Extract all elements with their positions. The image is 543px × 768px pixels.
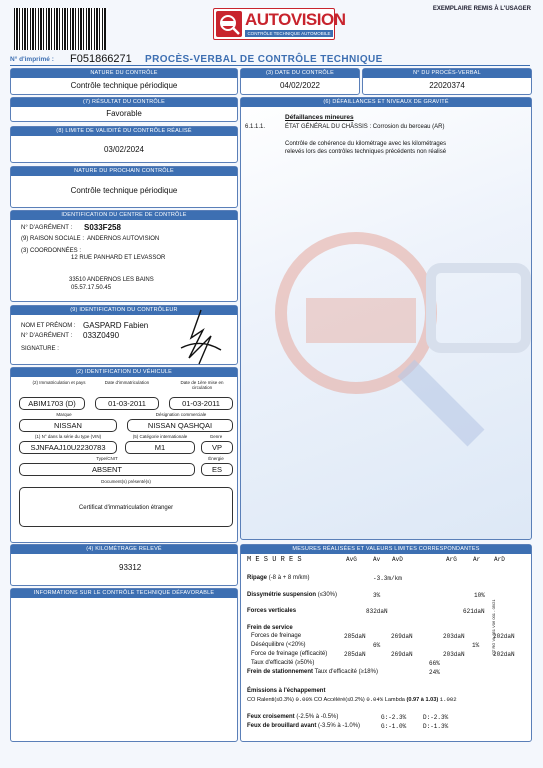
cat-label: (5) Catégorie internationale bbox=[132, 434, 188, 439]
ff-ard: 202daN bbox=[493, 633, 515, 640]
defect-code: 6.1.1.1. bbox=[245, 124, 266, 130]
fc-g: G:-2.3% bbox=[381, 714, 407, 721]
lambda-label: Lambda bbox=[384, 697, 405, 703]
controleur-agr: 033Z0490 bbox=[83, 331, 120, 340]
fs-label: Frein de service bbox=[247, 625, 293, 631]
copy-label: EXEMPLAIRE REMIS À L'USAGER bbox=[432, 6, 531, 12]
centre-agrement: S033F258 bbox=[84, 223, 121, 232]
pv-box bbox=[362, 68, 532, 95]
immat-value: ABIM1703 (D) bbox=[19, 397, 85, 410]
km-note-line1: Contrôle de cohérence du kilométrage avec les kilométrages bbox=[285, 141, 447, 147]
col-ard: ArD bbox=[494, 556, 505, 563]
fb-title: Feux de brouillard avant bbox=[247, 723, 317, 729]
type-label: Type/CNIT bbox=[96, 456, 118, 461]
result-box bbox=[10, 97, 238, 122]
centre-box bbox=[10, 210, 238, 302]
forces-av: 832daN bbox=[366, 608, 388, 615]
date-value: 04/02/2022 bbox=[279, 81, 321, 90]
centre-addr1: 12 RUE PANHARD ET LEVASSOR bbox=[71, 255, 166, 261]
nature-header: NATURE DU CONTRÔLE bbox=[11, 69, 237, 78]
centre-phone: 05.57.17.50.45 bbox=[71, 285, 112, 291]
energie-label: Énergie bbox=[208, 456, 224, 461]
logo-subtitle: CONTRÔLE TECHNIQUE AUTOMOBILE bbox=[245, 30, 333, 37]
defects-heading: Défaillances mineures bbox=[285, 114, 354, 121]
centre-addr2: 33510 ANDERNOS LES BAINS bbox=[69, 277, 154, 283]
ff-arg: 203daN bbox=[443, 633, 465, 640]
co-ralenti-label: CO Ralenti bbox=[247, 697, 275, 703]
dissym-av: 3% bbox=[373, 592, 381, 599]
co-ralenti-value: 0.00% bbox=[295, 696, 313, 703]
marque-label: Marque bbox=[56, 412, 72, 417]
fc-limit: (-2.5% à -0.5%) bbox=[296, 714, 339, 720]
genre-label: Genre bbox=[209, 434, 223, 439]
ripage-label bbox=[247, 575, 310, 581]
te-label bbox=[251, 660, 314, 666]
print-number-label: N° d'imprimé : bbox=[10, 56, 54, 63]
immat-label: (2) Immatriculation et pays bbox=[32, 380, 86, 385]
fb-label bbox=[247, 723, 360, 729]
vin-label: (1) N° dans la série du type (VIN) bbox=[34, 434, 102, 439]
dissym-ar: 10% bbox=[474, 592, 485, 599]
barcode bbox=[14, 8, 106, 50]
dissym-title: Dissymétrie suspension bbox=[247, 592, 317, 598]
deseq-label bbox=[251, 642, 306, 648]
fst-value: 24% bbox=[429, 669, 440, 676]
emissions-line bbox=[247, 696, 457, 703]
measures-header: MESURES RÉALISÉES ET VALEURS LIMITES CORRESPONDANTES bbox=[241, 545, 531, 554]
designation-label: Désignation commerciale bbox=[155, 412, 207, 417]
energie-value: ES bbox=[201, 463, 233, 476]
validity-value: 03/02/2024 bbox=[103, 145, 145, 154]
controleur-agr-label: N° D'AGRÉMENT : bbox=[21, 333, 73, 339]
dissym-label bbox=[247, 592, 337, 598]
centre-raison: ANDERNOS AUTOVISION bbox=[87, 236, 160, 242]
fc-label bbox=[247, 714, 338, 720]
fst-te: Taux d'efficacité bbox=[314, 669, 357, 675]
dissym-limit: (≤30%) bbox=[317, 592, 338, 598]
ripage-value: -3.3m/km bbox=[373, 575, 402, 582]
vin-value: SJNFAAJ10U2230783 bbox=[19, 441, 117, 454]
controleur-name-label: NOM ET PRÉNOM : bbox=[21, 323, 76, 329]
fb-limit: (-3.5% à -1.0%) bbox=[318, 723, 361, 729]
km-note-line2: relevés lors des contrôles techniques précédents non réalisé bbox=[285, 149, 447, 155]
ripage-limit: (-8 à + 8 m/km) bbox=[268, 575, 310, 581]
signature bbox=[161, 308, 231, 366]
date-first-label: Date de 1ère mise en circulation bbox=[180, 380, 224, 390]
page-title: PROCÈS-VERBAL DE CONTRÔLE TECHNIQUE bbox=[145, 54, 383, 65]
ff-avg: 285daN bbox=[344, 633, 366, 640]
fst-title: Frein de stationnement bbox=[247, 669, 314, 675]
controleur-name: GASPARD Fabien bbox=[83, 321, 149, 330]
result-header: (7) RÉSULTAT DU CONTRÔLE bbox=[11, 98, 237, 107]
date-box bbox=[240, 68, 360, 95]
col-arg: ArG bbox=[446, 556, 457, 563]
co-ralenti-limit: (≤0.3%) bbox=[274, 697, 294, 703]
col-avd: AvD bbox=[392, 556, 403, 563]
controleur-sig-label: SIGNATURE : bbox=[21, 346, 59, 352]
ffe-ard: 202daN bbox=[493, 651, 515, 658]
vehicle-header: (2) IDENTIFICATION DU VÉHICULE bbox=[11, 368, 237, 377]
logo-name: AUTOVISION bbox=[245, 10, 346, 29]
centre-agrement-label: N° D'AGRÉMENT : bbox=[21, 225, 73, 231]
em-label: Émissions à l'échappement bbox=[247, 688, 326, 694]
ripage-title: Ripage bbox=[247, 575, 268, 581]
fb-g: G:-1.0% bbox=[381, 723, 407, 730]
fst-limit: (≥18%) bbox=[358, 669, 378, 675]
validity-box bbox=[10, 126, 238, 163]
validity-header: (8) LIMITE DE VALIDITÉ DU CONTRÔLE RÉALISÉ bbox=[11, 127, 237, 136]
controleur-box bbox=[10, 305, 238, 365]
controleur-header: (9) IDENTIFICATION DU CONTRÔLEUR bbox=[11, 306, 237, 315]
measures-title: M E S U R E S bbox=[247, 556, 302, 564]
co-acc-value: 0.04% bbox=[366, 696, 384, 703]
forces-ar: 621daN bbox=[463, 608, 485, 615]
date-immat-value: 01-03-2011 bbox=[95, 397, 159, 410]
docs-label: Document(s) présenté(s) bbox=[101, 479, 151, 484]
watermark-logo bbox=[261, 208, 531, 458]
centre-coord-label: (3) COORDONNÉES : bbox=[21, 248, 82, 254]
docs-value: Certificat d'immatriculation étranger bbox=[19, 487, 233, 527]
nature-box bbox=[10, 68, 238, 95]
ff-avd: 269daN bbox=[391, 633, 413, 640]
ffe-avg: 285daN bbox=[344, 651, 366, 658]
deseq-title: Déséquilibre bbox=[251, 642, 285, 648]
next-header: NATURE DU PROCHAIN CONTRÔLE bbox=[11, 167, 237, 176]
next-box bbox=[10, 166, 238, 208]
measures-box bbox=[240, 544, 532, 742]
km-box bbox=[10, 544, 238, 586]
next-value: Contrôle technique périodique bbox=[70, 186, 178, 195]
co-acc-label: CO Accéléré bbox=[313, 697, 346, 703]
ffe-arg: 203daN bbox=[443, 651, 465, 658]
fc-d: D:-2.3% bbox=[423, 714, 449, 721]
deseq-limit: (<20%) bbox=[286, 642, 306, 648]
defects-header: (6) DÉFAILLANCES ET NIVEAUX DE GRAVITÉ bbox=[241, 98, 531, 107]
centre-raison-label: (9) RAISON SOCIALE : bbox=[21, 236, 85, 242]
vehicle-box bbox=[10, 367, 238, 543]
lambda-limit: (0.97 à 1.03) bbox=[406, 697, 439, 703]
fb-d: D:-1.3% bbox=[423, 723, 449, 730]
te-title: Taux d'efficacité bbox=[251, 660, 294, 666]
km-header: (4) KILOMÉTRAGE RELEVÉ bbox=[11, 545, 237, 554]
ffe-label: Force de freinage (efficacité) bbox=[251, 651, 328, 657]
date-immat-label: Date d'immatriculation bbox=[104, 380, 150, 385]
marque-value: NISSAN bbox=[19, 419, 117, 432]
centre-header: IDENTIFICATION DU CENTRE DE CONTRÔLE bbox=[11, 211, 237, 220]
te-limit: (≥50%) bbox=[295, 660, 315, 666]
fc-title: Feux croisement bbox=[247, 714, 295, 720]
type-value: ABSENT bbox=[19, 463, 195, 476]
col-av: Av bbox=[373, 556, 381, 563]
co-acc-limit: (≤0.2%) bbox=[345, 697, 365, 703]
info-box bbox=[10, 588, 238, 742]
ffe-avd: 269daN bbox=[391, 651, 413, 658]
fst-label bbox=[247, 669, 378, 675]
deseq-av: 6% bbox=[373, 642, 381, 649]
side-code: CT RG VL 051 V06 001 - 05/21 bbox=[491, 599, 496, 655]
logo-car-icon bbox=[216, 11, 242, 37]
nature-value: Contrôle technique périodique bbox=[70, 81, 178, 90]
print-number: F051866271 bbox=[70, 53, 132, 65]
ff-label: Forces de freinage bbox=[251, 633, 302, 639]
cat-value: M1 bbox=[125, 441, 195, 454]
defect-text: ÉTAT GÉNÉRAL DU CHÂSSIS : Corrosion du berceau (AR) bbox=[285, 124, 445, 130]
lambda-value: 1.002 bbox=[439, 696, 457, 703]
designation-value: NISSAN QASHQAI bbox=[127, 419, 233, 432]
col-ar: Ar bbox=[473, 556, 481, 563]
title-rule bbox=[10, 65, 530, 66]
forces-label: Forces verticales bbox=[247, 608, 297, 614]
te-value: 66% bbox=[429, 660, 440, 667]
date-header: (3) DATE DU CONTRÔLE bbox=[241, 69, 359, 78]
genre-value: VP bbox=[201, 441, 233, 454]
pv-header: N° DU PROCÈS-VERBAL bbox=[363, 69, 531, 78]
defects-box bbox=[240, 97, 532, 540]
result-value: Favorable bbox=[106, 109, 142, 118]
km-value: 93312 bbox=[119, 563, 142, 572]
info-header: INFORMATIONS SUR LE CONTRÔLE TECHNIQUE DÉFAVORABLE bbox=[11, 589, 237, 598]
col-avg: AvG bbox=[346, 556, 357, 563]
pv-value: 22020374 bbox=[429, 81, 465, 90]
deseq-ar: 1% bbox=[472, 642, 480, 649]
logo bbox=[213, 8, 346, 40]
date-first-value: 01-03-2011 bbox=[169, 397, 233, 410]
